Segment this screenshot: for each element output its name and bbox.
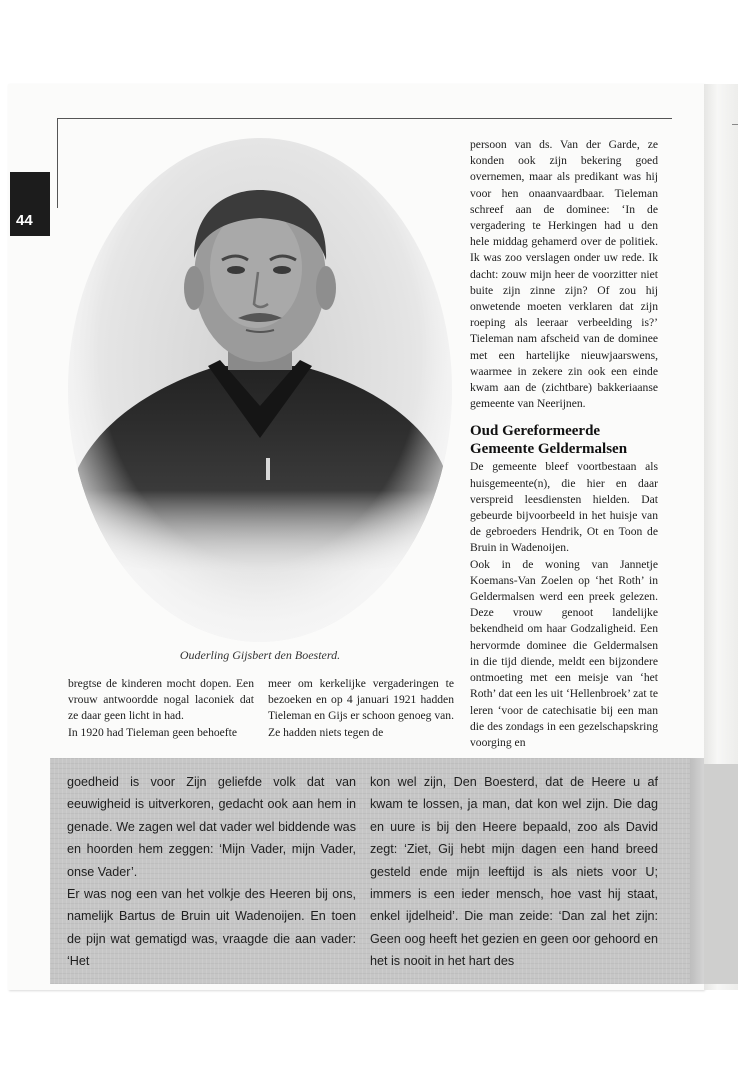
paragraph: goedheid is voor Zijn geliefde volk dat van eeuwigheid is uitverkoren, gedacht ook aan hem in genade. We zagen wel dat vader wel biddende was en hoorden hem zeggen: ‘Mijn Vader, mijn Vader, onse Vader’.: [67, 775, 356, 879]
paragraph: meer om kerkelijke vergaderingen te bezoeken en op 4 januari 1921 hadden Tieleman en Gijs er schoon genoeg van. Ze hadden niets tegen de: [268, 677, 454, 739]
portrait-figure: [68, 138, 452, 642]
page-number: 44: [16, 212, 33, 229]
paragraph: Er was nog een van het volkje des Heeren bij ons, namelijk Bartus de Bruin uit Wadenoijen. En toen de pijn wat gematigd was, vraagde die aan vader: ‘Het: [67, 887, 356, 969]
paragraph: persoon van ds. Van der Garde, ze konden ook zijn bekering goed overnemen, maar als predikant was hij voor hen onaanvaardbaar. Tieleman schreef aan de dominee: ‘In de vergadering te Herkingen had u den hele middag gehamerd over de politiek. Ik was zoo verslagen onder uw rede. Ik dacht: zouw mijn heer de voorzitter niet buite zijn zinne zijn? Of zou hij onwetende moeten verklaren dat zijn roeping als leeraar verbeelding is?’ Tieleman nam afscheid van de dominee met een hartelijke nieuwjaarswens, waarmee in zekere zin ook een einde kwam aan de (zichtbare) bakkeriaanse gemeente van Neerijnen.: [470, 138, 658, 411]
adjacent-page-shadow: [704, 764, 738, 984]
paragraph: Ook in de woning van Jannetje Koemans-Van Zoelen op ‘het Roth’ in Geldermalsen werd een preek gelezen. Deze vrouw genoot landelijke bekendheid om haar Godzaligheid. Een hervormde dominee die Geldermalsen in die tijd diende, meldt een bijzondere ontmoeting met een meisje van ‘het Roth’ dat een les uit ‘Hellenbroek’ zat te leren ‘voor de catechisatie bij een man die des zondags in een gezelschapskring voorging en: [470, 557, 658, 749]
paragraph: De gemeente bleef voortbestaan als huisgemeente(n), die hier en daar verspreid leesdiensten hielden. Dat gebeurde bijvoorbeeld in het huisje van de gebroeders Hendrik, Ot en Toon de Bruin in Wadenoijen.: [470, 460, 658, 555]
photo-caption: Ouderling Gijsbert den Boesterd.: [179, 648, 341, 662]
portrait-photo: [68, 138, 452, 642]
text-column-left: [68, 676, 254, 741]
margin-rule: [57, 118, 58, 208]
text-column-middle: [268, 676, 454, 741]
quote-box-edge: [690, 758, 704, 984]
paragraph: kon wel zijn, Den Boesterd, dat de Heere u af kwam te lossen, ja man, dat kon wel zijn. Die dag en uure is bij den Heere bepaald, zoo als David zegt: ‘Ziet, Gij hebt mijn dagen een hand breed gesteld ende mijn leeftijd is als niets voor U; immers is een ieder mensch, hoe vast hij staat, enkel ijdelheid’. Die man zeide: ‘Dan zal het zijn: Geen oog heeft het gezien en geen oor gehoord en het is nooit in het hart des: [370, 775, 658, 969]
header-rule: [57, 118, 672, 119]
paragraph: bregtse de kinderen mocht dopen. Een vrouw antwoordde nogal laconiek dat ze daar geen licht in had.: [68, 677, 254, 723]
page-number-tab: [10, 172, 50, 236]
paragraph: In 1920 had Tieleman geen behoefte: [68, 725, 238, 739]
quote-column-right: [370, 771, 658, 973]
section-heading: [470, 422, 658, 458]
quote-column-left: [67, 771, 356, 973]
section-heading-line: Gemeente Geldermalsen: [470, 441, 628, 458]
text-column-right: [470, 137, 658, 751]
section-heading-line: Oud Gereformeerde: [470, 423, 601, 440]
